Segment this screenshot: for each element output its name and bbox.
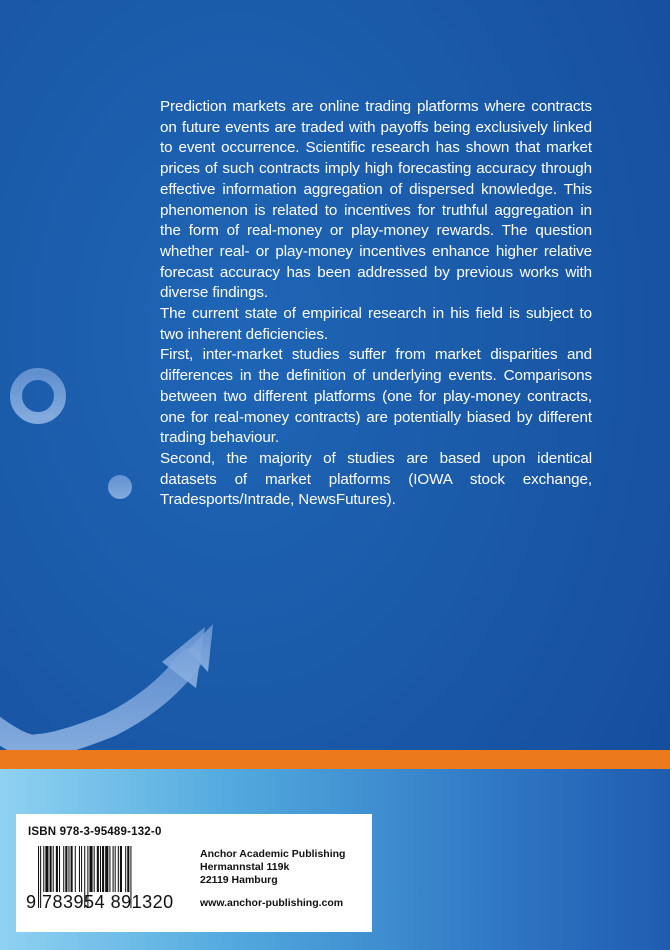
blurb-paragraph: Second, the majority of studies are based upon identical datasets of market platforms (IOWA stock exchange, Tradesports/Intrade, NewsFutures). [160, 449, 592, 509]
orange-stripe [0, 750, 670, 769]
publisher-address [200, 848, 345, 887]
blurb-paragraph: Prediction markets are online trading platforms where contracts on future events are traded with payoffs being exclusively linked to event occurrence. Scientific research has shown that market prices of such contracts imply high forecasting accuracy through effective information aggregation of dispersed knowledge. This phenomenon is related to incentives for truthful aggregation in the form of real-money or play-money rewards. The question whether real- or play-money incentives enhance higher relative forecast accuracy has been addressed by previous works with diverse findings. [160, 98, 592, 302]
publisher-street: Hermannstal 119k [200, 861, 290, 873]
blurb-paragraph: First, inter-market studies suffer from market disparities and differences in the definition of underlying events. Comparisons between two different platforms (one for play-money contracts, one for real-money contracts) are potentially biased by different trading behaviour. [160, 346, 592, 447]
publisher-city: 22119 Hamburg [200, 874, 278, 886]
isbn-label: ISBN 978-3-95489-132-0 [28, 826, 162, 838]
barcode-digits: 9 783954 891320 [26, 892, 174, 912]
publisher-name: Anchor Academic Publishing [200, 848, 346, 860]
publisher-website: www.anchor-publishing.com [200, 897, 344, 909]
back-cover-blurb [160, 97, 592, 511]
blurb-paragraph: The current state of empirical research in his field is subject to two inherent deficiencies. [160, 305, 592, 343]
